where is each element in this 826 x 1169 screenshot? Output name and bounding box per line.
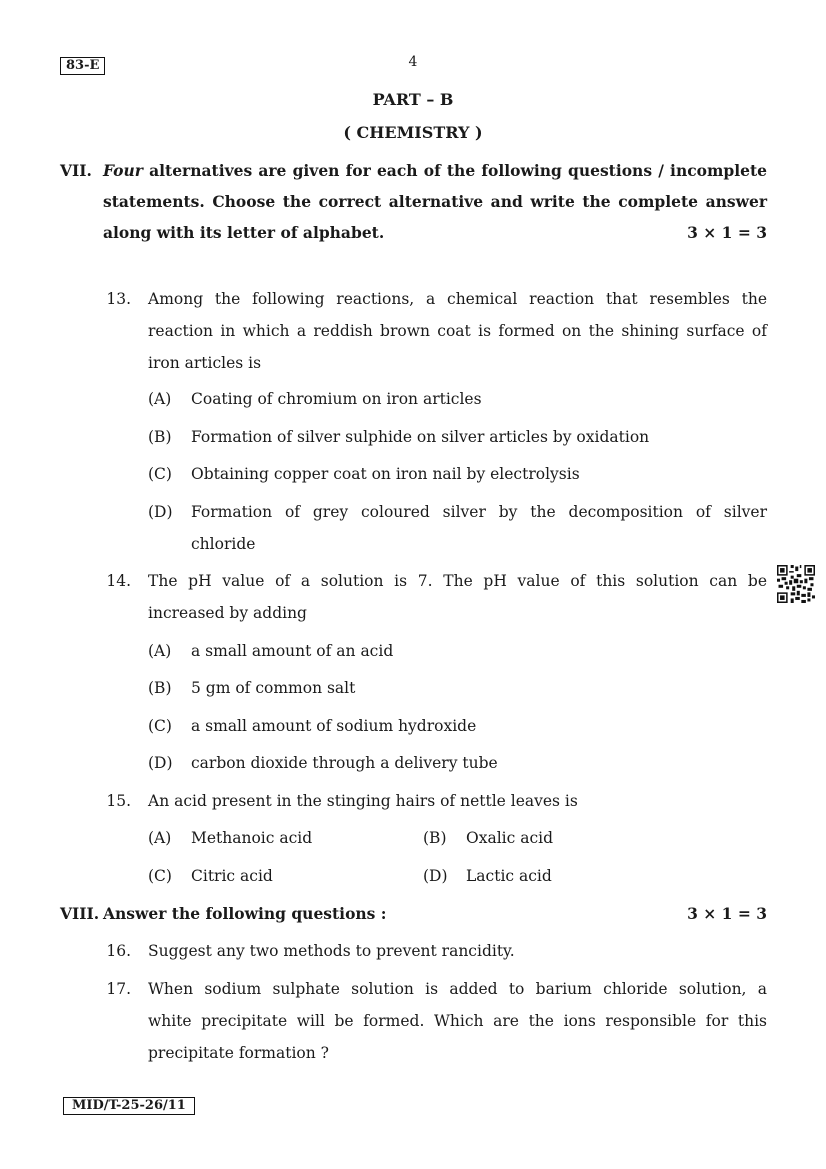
q13-option-b: Formation of silver sulphide on silver articles by oxidation (191, 428, 650, 446)
q13-line-3: iron articles is (148, 354, 262, 372)
q13-option-d-line-2: chloride (191, 535, 256, 553)
q16-number: 16. (106, 942, 131, 960)
instruction-line-2: statements. Choose the correct alternative and write the complete answer (103, 192, 767, 211)
q14-option-d-letter: (D) (148, 754, 173, 772)
q15-option-d-letter: (D) (423, 867, 448, 885)
paper-code-badge: 83-E (60, 57, 105, 75)
section-8-number: VIII. (60, 904, 100, 923)
q14-option-b-letter: (B) (148, 679, 172, 697)
q17-line-3: precipitate formation ? (148, 1044, 329, 1062)
q13-option-c-letter: (C) (148, 465, 172, 483)
section-7-instruction (103, 155, 767, 248)
q13-option-d-letter: (D) (148, 503, 173, 521)
q14-option-d: carbon dioxide through a delivery tube (191, 754, 498, 772)
q17-line-2: white precipitate will be formed. Which are the ions responsible for this (148, 1012, 767, 1030)
instruction-line-3: along with its letter of alphabet. (103, 223, 385, 242)
page-number: 4 (408, 54, 418, 70)
instruction-emphasis: Four (103, 161, 143, 180)
q13-line-2: reaction in which a reddish brown coat is formed on the shining surface of (148, 322, 767, 340)
part-title: PART – B (372, 90, 454, 109)
q14-line-2: increased by adding (148, 604, 307, 622)
q13-option-a: Coating of chromium on iron articles (191, 390, 482, 408)
subject-title: ( CHEMISTRY ) (343, 123, 483, 142)
q13-option-d (191, 496, 767, 560)
q14-option-c-letter: (C) (148, 717, 172, 735)
q15-number: 15. (106, 792, 131, 810)
q17-text (148, 973, 767, 1069)
instruction-line-1: alternatives are given for each of the following questions / incomplete (142, 161, 767, 180)
q15-option-b-letter: (B) (423, 829, 447, 847)
section-7-number: VII. (60, 161, 92, 180)
q13-option-c: Obtaining copper coat on iron nail by electrolysis (191, 465, 580, 483)
q14-option-a-letter: (A) (148, 642, 172, 660)
q15-option-d: Lactic acid (466, 867, 552, 885)
q16-text: Suggest any two methods to prevent rancidity. (148, 942, 515, 960)
q15-option-a: Methanoic acid (191, 829, 313, 847)
q13-option-b-letter: (B) (148, 428, 172, 446)
q15-text: An acid present in the stinging hairs of nettle leaves is (148, 792, 578, 810)
section-8-marks: 3 × 1 = 3 (687, 904, 767, 923)
section-8-instruction: Answer the following questions : (103, 904, 387, 923)
q14-option-c: a small amount of sodium hydroxide (191, 717, 477, 735)
q13-option-a-letter: (A) (148, 390, 172, 408)
q13-line-1: Among the following reactions, a chemical reaction that resembles the (148, 290, 767, 308)
q14-option-a: a small amount of an acid (191, 642, 394, 660)
footer-code-badge: MID/T-25-26/11 (63, 1097, 195, 1115)
q15-option-b: Oxalic acid (466, 829, 554, 847)
q15-option-a-letter: (A) (148, 829, 172, 847)
q13-number: 13. (106, 290, 131, 308)
q17-line-1: When sodium sulphate solution is added to barium chloride solution, a (148, 980, 767, 998)
q15-option-c-letter: (C) (148, 867, 172, 885)
q14-number: 14. (106, 572, 131, 590)
q14-line-1: The pH value of a solution is 7. The pH value of this solution can be (148, 572, 767, 590)
q17-number: 17. (106, 980, 131, 998)
q13-option-d-line-1: Formation of grey coloured silver by the decomposition of silver (191, 503, 767, 521)
q14-option-b: 5 gm of common salt (191, 679, 356, 697)
qr-code-icon (777, 565, 815, 603)
q13-text (148, 283, 767, 379)
q14-text (148, 565, 767, 629)
section-7-marks: 3 × 1 = 3 (687, 223, 767, 242)
q15-option-c: Citric acid (191, 867, 273, 885)
